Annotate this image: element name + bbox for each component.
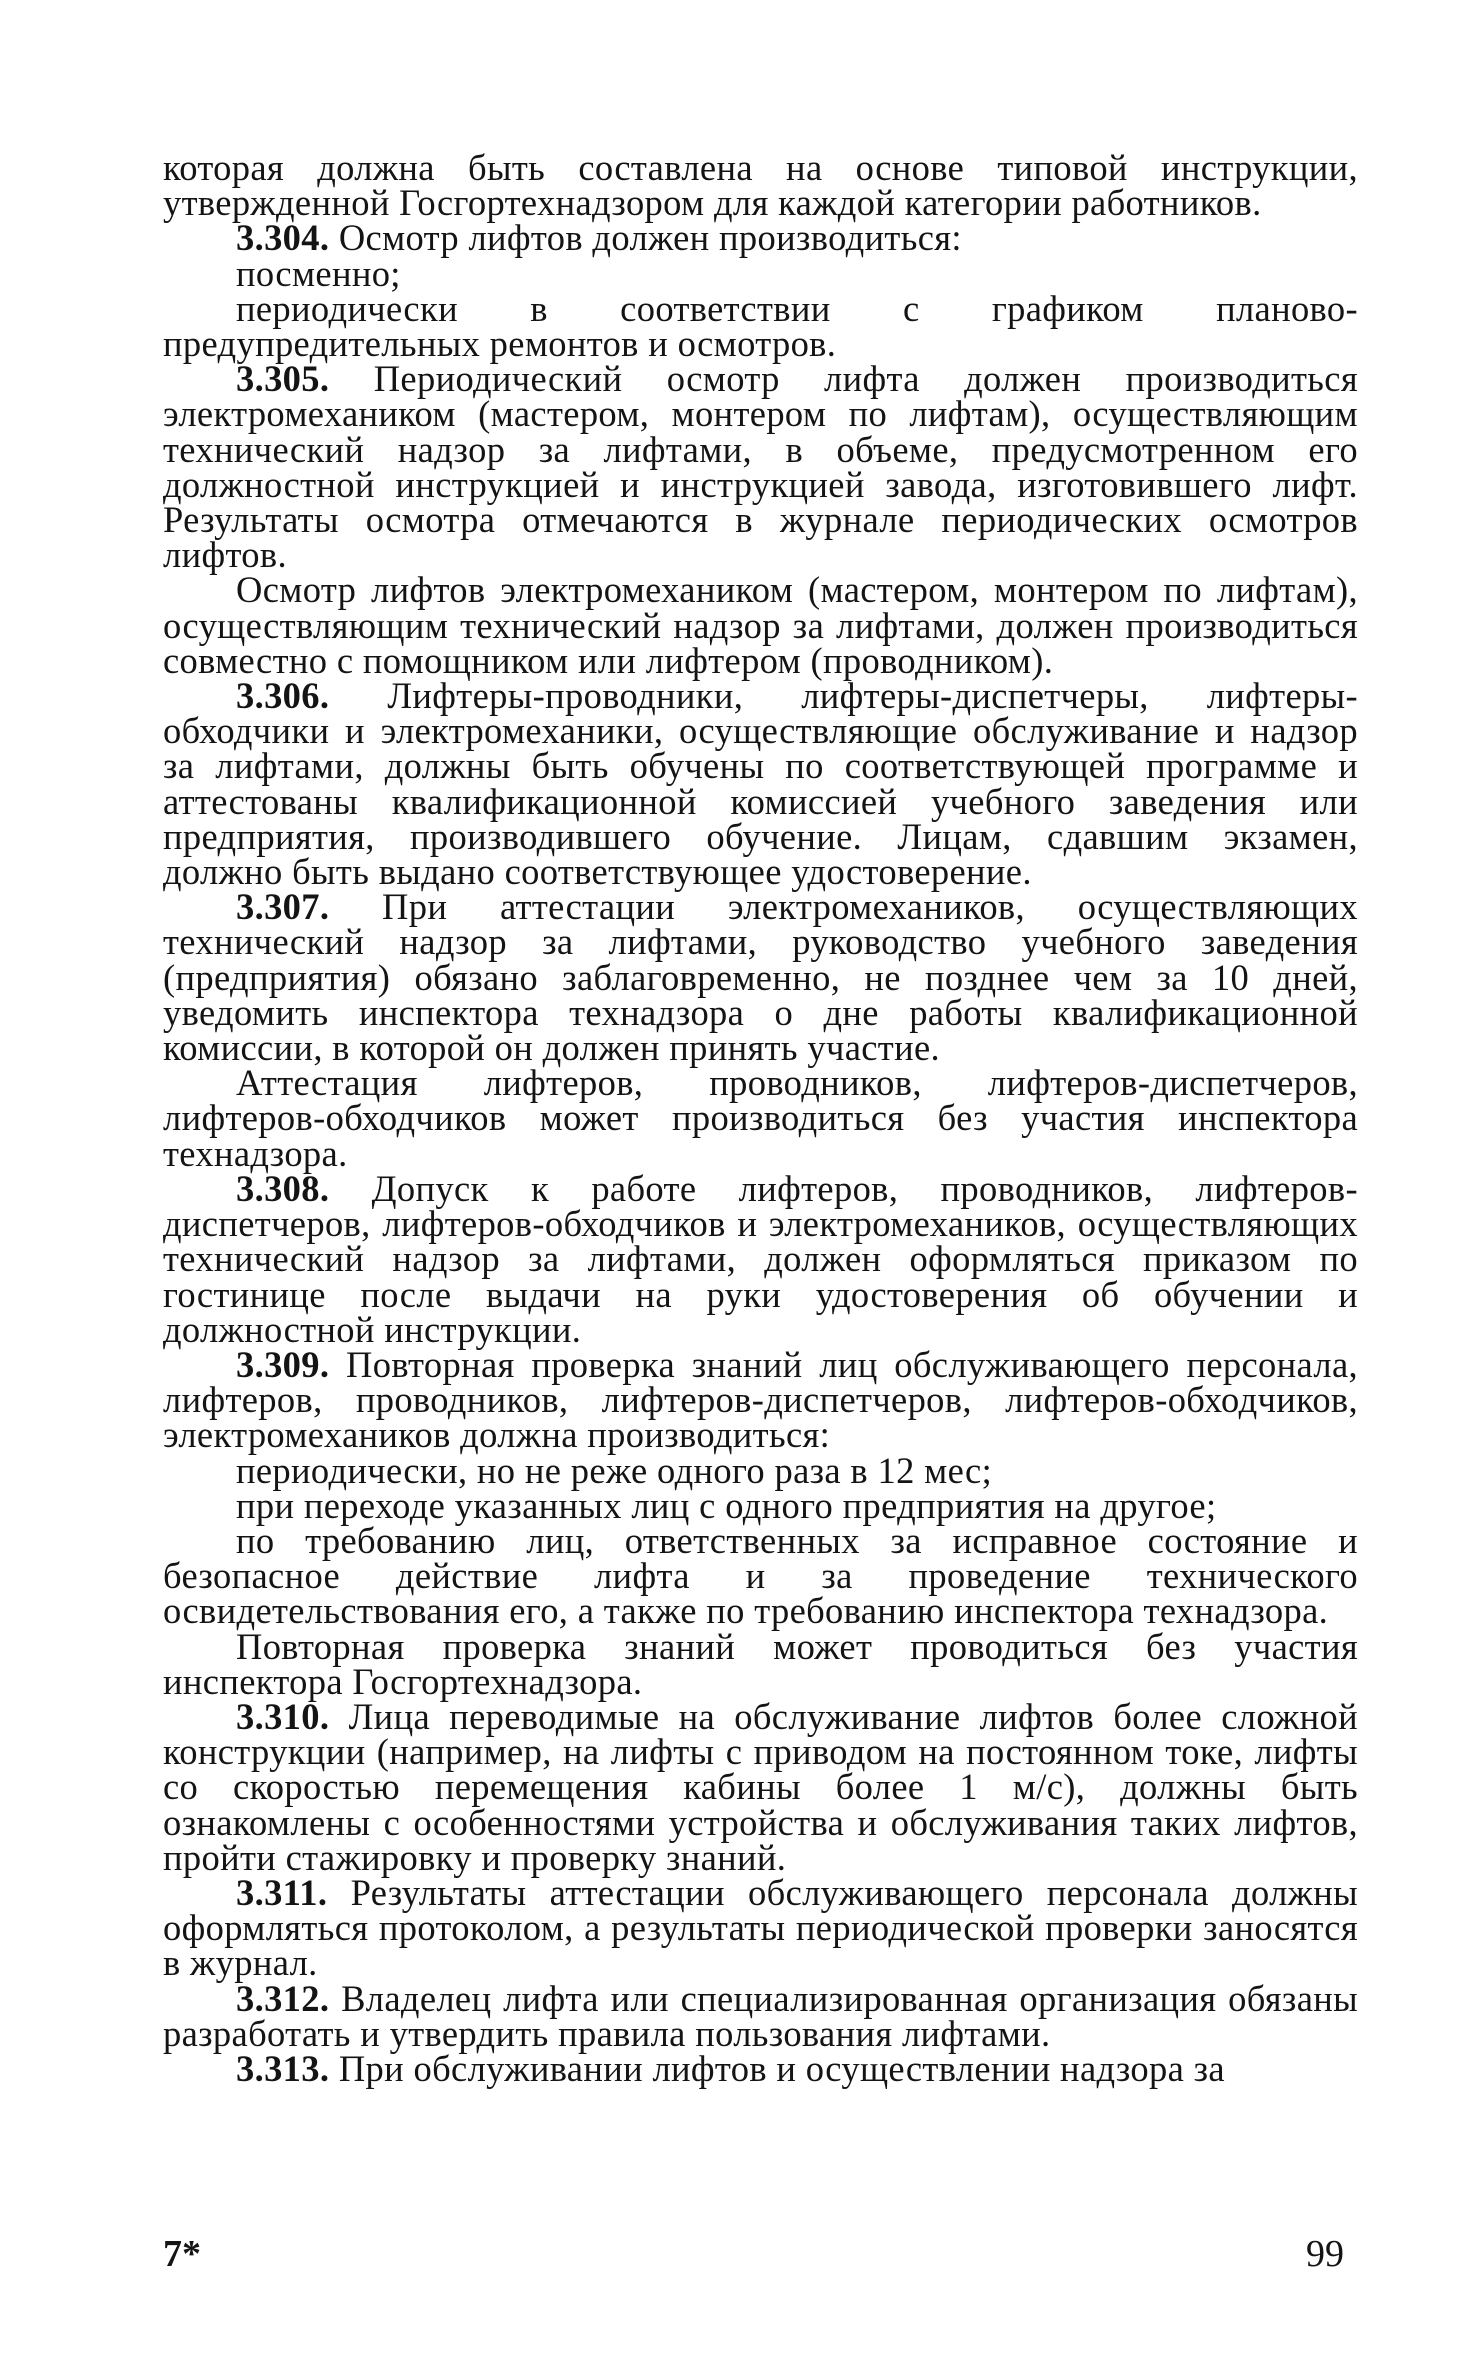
paragraph — [163, 1062, 1358, 1174]
paragraph-text: по требованию лиц, ответственных за исправное состояние и безопасное действие лифта и за проведение технического освидетельствования его, а также по требованию инспектора технадзора. — [163, 1519, 1358, 1632]
paragraph-text: Допуск к работе лифтеров, проводников, лифтеров-диспетчеров, лифтеров-обходчиков и электромехаников, осуществляющих технический надзор за лифтами, должен оформляться приказом по гостинице после выдачи на руки удостоверения об обучении и должностной инструкции. — [163, 1167, 1358, 1350]
paragraph — [163, 675, 1358, 893]
paragraph — [163, 1519, 1358, 1632]
paragraph — [163, 1977, 1358, 2054]
clause-number: 3.310. — [236, 1695, 330, 1737]
clause-number: 3.304. — [236, 217, 330, 259]
clause-number: 3.312. — [236, 1977, 330, 2019]
paragraph-text: Повторная проверка знаний может проводиться без участия инспектора Госгортехнадзора. — [163, 1625, 1358, 1702]
paragraph — [163, 147, 1358, 224]
paragraph-text: Осмотр лифтов должен производиться: — [329, 217, 962, 259]
paragraph-text: Результаты аттестации обслуживающего персонала должны оформляться протоколом, а результаты периодической проверки заносятся в журнал. — [163, 1871, 1358, 1984]
paragraph-text: Аттестация лифтеров, проводников, лифтеров-диспетчеров, лифтеров-обходчиков может производиться без участия инспектора технадзора. — [163, 1062, 1358, 1174]
paragraph — [163, 358, 1358, 576]
paragraph — [163, 287, 1358, 365]
paragraph-text: которая должна быть составлена на основе типовой инструкции, утвержденной Госгортехнадзором для каждой категории работников. — [163, 147, 1358, 224]
clause-number: 3.308. — [236, 1167, 330, 1209]
clause-number: 3.309. — [236, 1343, 330, 1385]
paragraph — [163, 1871, 1358, 1984]
page-number: 99 — [1306, 2233, 1344, 2275]
paragraph-text: Осмотр лифтов электромехаником (мастером, монтером по лифтам), осуществляющим технический надзор за лифтами, должен производиться совместно с помощником или лифтером (проводником). — [163, 569, 1358, 681]
paragraph-text: Периодический осмотр лифта должен производиться электромехаником (мастером, монтером по лифтам), осуществляющим технический надзор за лифтами, в объеме, предусмотренном его должностной инструкцией и инструкцией завода, изготовившего лифт. Результаты осмотра отмечаются в журнале периодических осмотров лифтов. — [163, 358, 1358, 576]
signature-mark: 7* — [163, 2233, 201, 2275]
paragraph — [163, 569, 1358, 681]
paragraph-text: При аттестации электромехаников, осуществляющих технический надзор за лифтами, руководство учебного заведения (предприятия) обязано заблаговременно, не позднее чем за 10 дней, уведомить инспектора технадзора о дне работы квалификационной комиссии, в которой он должен принять участие. — [163, 886, 1358, 1069]
paragraph-text: Повторная проверка знаний лиц обслуживающего персонала, лифтеров, проводников, лифтеров-диспетчеров, лифтеров-обходчиков, электромехаников должна производиться: — [163, 1343, 1358, 1456]
paragraph — [163, 886, 1358, 1069]
clause-number: 3.307. — [236, 886, 330, 928]
paragraph-text: периодически в соответствии с графиком планово-предупредительных ремонтов и осмотров. — [163, 287, 1358, 365]
paragraph-text: периодически, но не реже одного раза в 12 мес; — [236, 1449, 993, 1491]
clause-number: 3.305. — [236, 358, 330, 400]
paragraph — [163, 1343, 1358, 1456]
paragraph — [163, 1695, 1358, 1878]
paragraph — [163, 2047, 1358, 2089]
paragraph-text: Владелец лифта или специализированная организация обязаны разработать и утвердить правила пользования лифтами. — [163, 1977, 1358, 2054]
paragraph — [163, 252, 1358, 294]
clause-number: 3.313. — [236, 2047, 330, 2089]
paragraph-text: посменно; — [236, 252, 401, 294]
paragraph-text: Лифтеры-проводники, лифтеры-диспетчеры, лифтеры-обходчики и электромеханики, осуществляющие обслуживание и надзор за лифтами, должны быть обучены по соответствующей программе и аттестованы квалификационной комиссией учебного заведения или предприятия, производившего обучение. Лицам, сдавшим экзамен, должно быть выдано соответствующее удостоверение. — [163, 675, 1358, 893]
paragraph-text: Лица переводимые на обслуживание лифтов более сложной конструкции (например, на лифты с приводом на постоянном токе, лифты со скоростью перемещения кабины более 1 м/с), должны быть ознакомлены с особенностями устройства и обслуживания таких лифтов, пройти стажировку и проверку знаний. — [163, 1695, 1358, 1878]
paragraph — [163, 1167, 1358, 1350]
body-text — [163, 147, 1358, 2089]
paragraph — [163, 1449, 1358, 1491]
paragraph — [163, 217, 1358, 259]
paragraph-text: при переходе указанных лиц с одного предприятия на другое; — [236, 1484, 1217, 1526]
clause-number: 3.311. — [236, 1871, 328, 1913]
page-footer — [163, 2232, 1358, 2276]
clause-number: 3.306. — [236, 675, 330, 717]
paragraph — [163, 1484, 1358, 1526]
paragraph — [163, 1625, 1358, 1702]
paragraph-text: При обслуживании лифтов и осуществлении надзора за — [329, 2047, 1225, 2089]
